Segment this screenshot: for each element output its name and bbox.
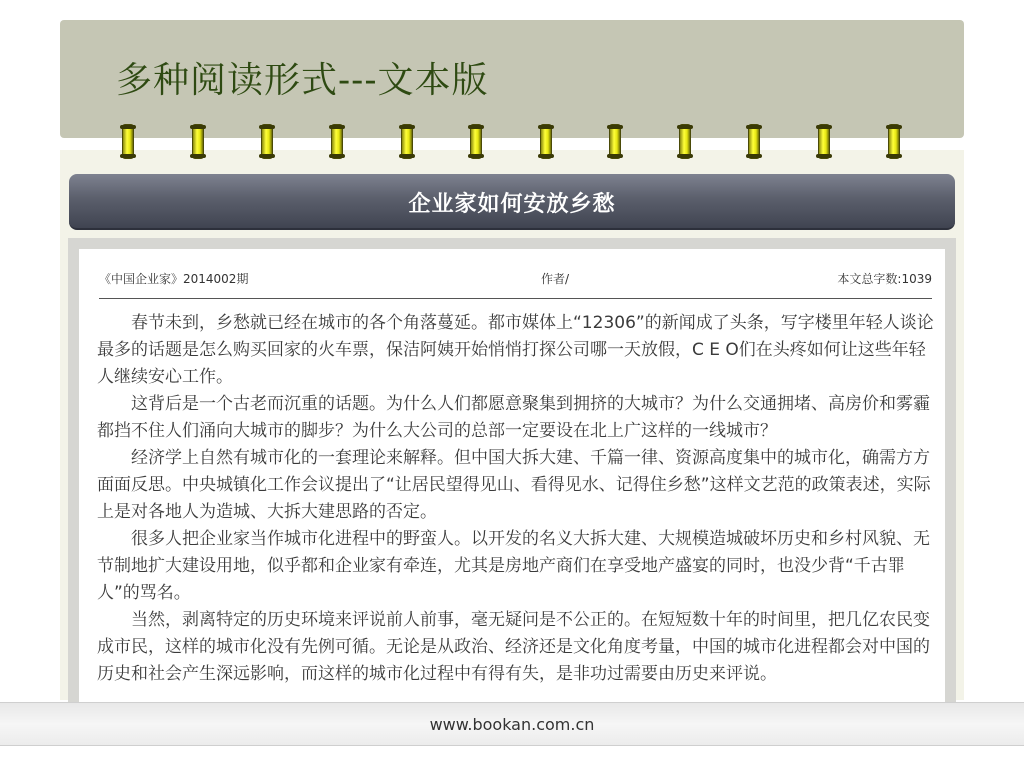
article-meta	[99, 270, 932, 288]
article-body	[97, 310, 937, 688]
article-paragraph: 这背后是一个古老而沉重的话题。为什么人们都愿意聚集到拥挤的大城市？为什么交通拥堵、高房价和雾霾都挡不住人们涌向大城市的脚步？为什么大公司的总部一定要设在北上广这样的一线城市？	[97, 394, 930, 441]
binder-ring-icon	[540, 124, 552, 159]
binder-ring-icon	[609, 124, 621, 159]
binder-ring-icon	[331, 124, 343, 159]
article-word-count: 本文总字数:1039	[837, 272, 932, 286]
page-title: 多种阅读形式---文本版	[116, 60, 489, 101]
article-paragraph: 当然，剥离特定的历史环境来评说前人前事，毫无疑问是不公正的。在短短数十年的时间里，把几亿农民变成市民，这样的城市化没有先例可循。无论是从政治、经济还是文化角度考量，中国的城市化进程都会对中国的历史和社会产生深远影响，而这样的城市化过程中有得有失，是非功过需要由历史来评说。	[97, 610, 930, 684]
binder-ring-icon	[122, 124, 134, 159]
article-title-bar	[69, 174, 955, 230]
footer-bar	[0, 702, 1024, 746]
article-frame	[68, 238, 956, 708]
binder-ring-icon	[261, 124, 273, 159]
meta-divider	[99, 298, 932, 299]
article-source: 《中国企业家》2014002期	[99, 272, 249, 286]
article-content[interactable]	[79, 249, 945, 708]
binder-ring-icon	[401, 124, 413, 159]
article-paragraph: 经济学上自然有城市化的一套理论来解释。但中国大拆大建、千篇一律、资源高度集中的城市化，确需方方面面反思。中央城镇化工作会议提出了“让居民望得见山、看得见水、记得住乡愁”这样文艺范的政策表述，实际上是对各地人为造城、大拆大建思路的否定。	[97, 448, 931, 522]
binder-rings	[0, 124, 1024, 164]
binder-ring-icon	[679, 124, 691, 159]
binder-ring-icon	[192, 124, 204, 159]
footer-url[interactable]: www.bookan.com.cn	[429, 715, 595, 734]
binder-ring-icon	[888, 124, 900, 159]
article-paragraph: 很多人把企业家当作城市化进程中的野蛮人。以开发的名义大拆大建、大规模造城破坏历史和乡村风貌、无节制地扩大建设用地，似乎都和企业家有牵连，尤其是房地产商们在享受地产盛宴的同时，也没少背“千古罪人”的骂名。	[97, 529, 930, 603]
article-author: 作者/	[541, 272, 570, 286]
article-title: 企业家如何安放乡愁	[408, 192, 616, 217]
binder-ring-icon	[470, 124, 482, 159]
binder-ring-icon	[818, 124, 830, 159]
article-paragraph: 春节未到，乡愁就已经在城市的各个角落蔓延。都市媒体上“12306”的新闻成了头条，写字楼里年轻人谈论最多的话题是怎么购买回家的火车票，保洁阿姨开始悄悄打探公司哪一天放假，C E O们在头疼如何让这些年轻人继续安心工作。	[97, 313, 934, 387]
binder-ring-icon	[748, 124, 760, 159]
header-panel	[60, 20, 964, 138]
